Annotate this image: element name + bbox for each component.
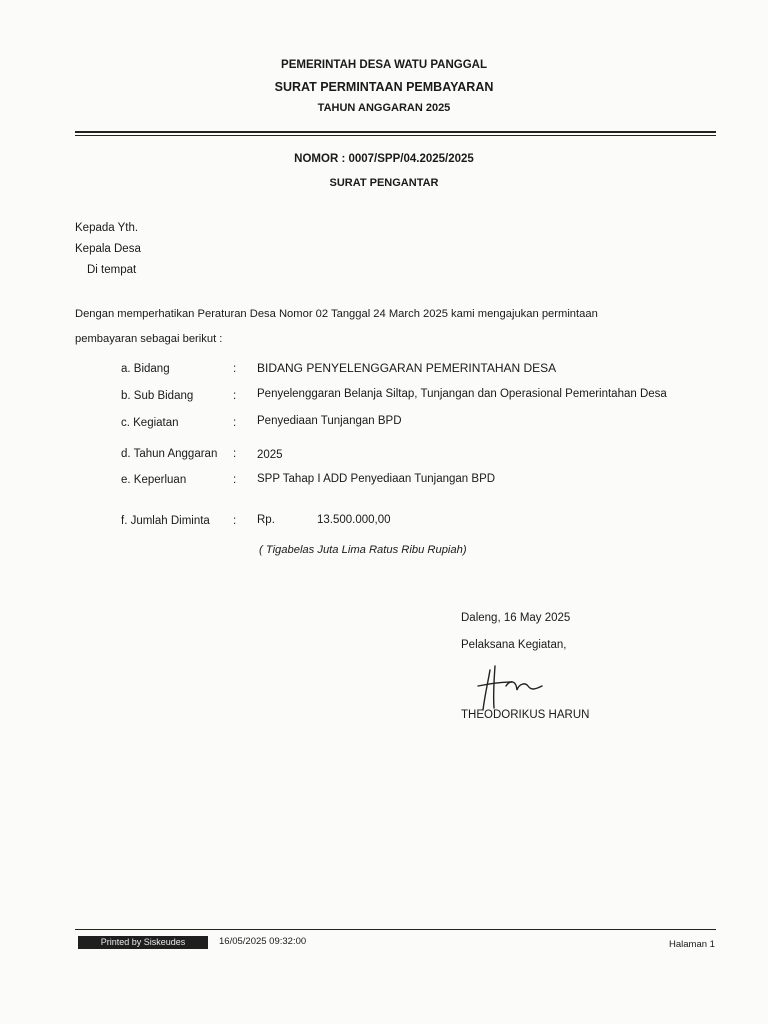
detail-colon: : <box>233 474 237 486</box>
printed-by-badge: Printed by Siskeudes <box>78 936 208 949</box>
amount-in-words: ( Tigabelas Juta Lima Ratus Ribu Rupiah) <box>259 544 467 556</box>
signatory-name: THEODORIKUS HARUN <box>461 709 590 721</box>
detail-value: BIDANG PENYELENGGARAN PEMERINTAHAN DESA <box>257 361 557 375</box>
recipient-place: Di tempat <box>87 264 137 276</box>
recipient-salutation: Kepada Yth. <box>75 222 139 234</box>
detail-label: f. Jumlah Diminta <box>121 515 210 527</box>
signature-place-date: Daleng, 16 May 2025 <box>461 612 571 624</box>
signature-role: Pelaksana Kegiatan, <box>461 639 567 651</box>
detail-colon: : <box>233 515 237 527</box>
page-number: Halaman 1 <box>669 939 715 950</box>
detail-colon: : <box>233 448 237 460</box>
detail-label: b. Sub Bidang <box>121 390 194 402</box>
document-subtitle: SURAT PENGANTAR <box>329 177 439 189</box>
document-number: NOMOR : 0007/SPP/04.2025/2025 <box>294 153 474 165</box>
document-title: SURAT PERMINTAAN PEMBAYARAN <box>274 80 494 94</box>
recipient-title: Kepala Desa <box>75 243 141 255</box>
detail-colon: : <box>233 390 237 402</box>
detail-colon: : <box>233 363 237 375</box>
detail-value: Penyediaan Tunjangan BPD <box>257 415 402 427</box>
detail-label: c. Kegiatan <box>121 417 179 429</box>
header-rule-bottom <box>75 135 716 136</box>
print-timestamp: 16/05/2025 09:32:00 <box>219 936 307 947</box>
currency-label: Rp. <box>257 514 275 526</box>
detail-label: e. Keperluan <box>121 474 187 486</box>
detail-value: 2025 <box>257 449 283 461</box>
handwritten-signature <box>470 660 550 712</box>
government-name: PEMERINTAH DESA WATU PANGGAL <box>281 59 487 71</box>
header-rule-top <box>75 131 716 133</box>
amount-value: 13.500.000,00 <box>317 514 391 526</box>
detail-colon: : <box>233 417 237 429</box>
intro-text-line2: pembayaran sebagai berikut : <box>75 333 223 345</box>
footer-rule <box>75 929 716 930</box>
detail-value: SPP Tahap I ADD Penyediaan Tunjangan BPD <box>257 473 496 485</box>
intro-text-line1: Dengan memperhatikan Peraturan Desa Nomor 02 Tanggal 24 March 2025 kami mengajukan permintaan <box>75 308 598 320</box>
detail-value: Penyelenggaran Belanja Siltap, Tunjangan dan Operasional Pemerintahan Desa <box>257 388 667 400</box>
detail-label: a. Bidang <box>121 363 170 375</box>
budget-year-line: TAHUN ANGGARAN 2025 <box>317 102 451 114</box>
detail-label: d. Tahun Anggaran <box>121 448 218 460</box>
